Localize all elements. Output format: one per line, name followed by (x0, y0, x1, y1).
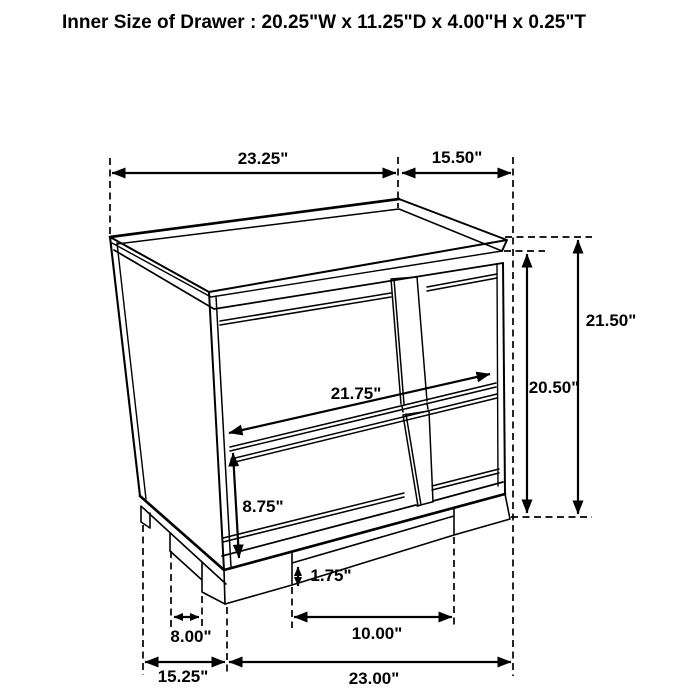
page-title: Inner Size of Drawer : 20.25"W x 11.25"D x 4.00"H x 0.25"T (62, 12, 586, 33)
dim-base-height-label: 1.75" (310, 566, 352, 585)
dim-base-depth-label: 15.25" (157, 667, 209, 686)
dim-leg-width (171, 551, 202, 627)
dim-drawer-height-label: 8.75" (242, 497, 284, 516)
left-base-and-legs (141, 506, 226, 604)
dim-top-width-label: 23.25" (237, 149, 289, 168)
front-face-top-edge (114, 250, 503, 309)
front-left-corner-inner-edge (216, 296, 231, 567)
bottom-rail-edge (222, 482, 503, 556)
dim-drawer-width-arrow (229, 374, 490, 433)
carcass-bottom-edges (140, 494, 505, 570)
tray-back-top-edge (110, 199, 399, 237)
dimension-annotations (110, 157, 592, 676)
dim-case-height-label: 20.50" (528, 378, 580, 397)
dim-top-width-extensions (110, 157, 398, 235)
tray-rim-outer-edges (110, 199, 507, 292)
dim-drawer-height-arrow (233, 453, 239, 558)
dim-leg-width-label: 8.00" (170, 627, 212, 646)
dim-drawer-width-label: 21.75" (330, 384, 382, 403)
dim-overall-height (505, 237, 592, 517)
dim-overall-height-label: 21.50" (585, 311, 637, 330)
front-left-corner-edge (209, 292, 224, 570)
dim-leg-width-extensions (171, 551, 202, 627)
dim-leg-gap-label: 10.00" (351, 624, 403, 643)
dim-drawer-height (233, 453, 239, 558)
nightstand-drawing (110, 199, 510, 604)
side-panel-left-edge (110, 237, 140, 496)
front-face-right-inner-edge (497, 264, 498, 486)
side-panel-left-inner-edge (117, 243, 146, 499)
drawer-top-edges (220, 274, 497, 325)
front-face-right-edge (503, 263, 505, 494)
dim-drawer-width (229, 374, 490, 433)
dim-top-depth-label: 15.50" (431, 148, 483, 167)
dim-base-width-label: 23.00" (348, 669, 400, 688)
dim-top-width (110, 157, 398, 235)
